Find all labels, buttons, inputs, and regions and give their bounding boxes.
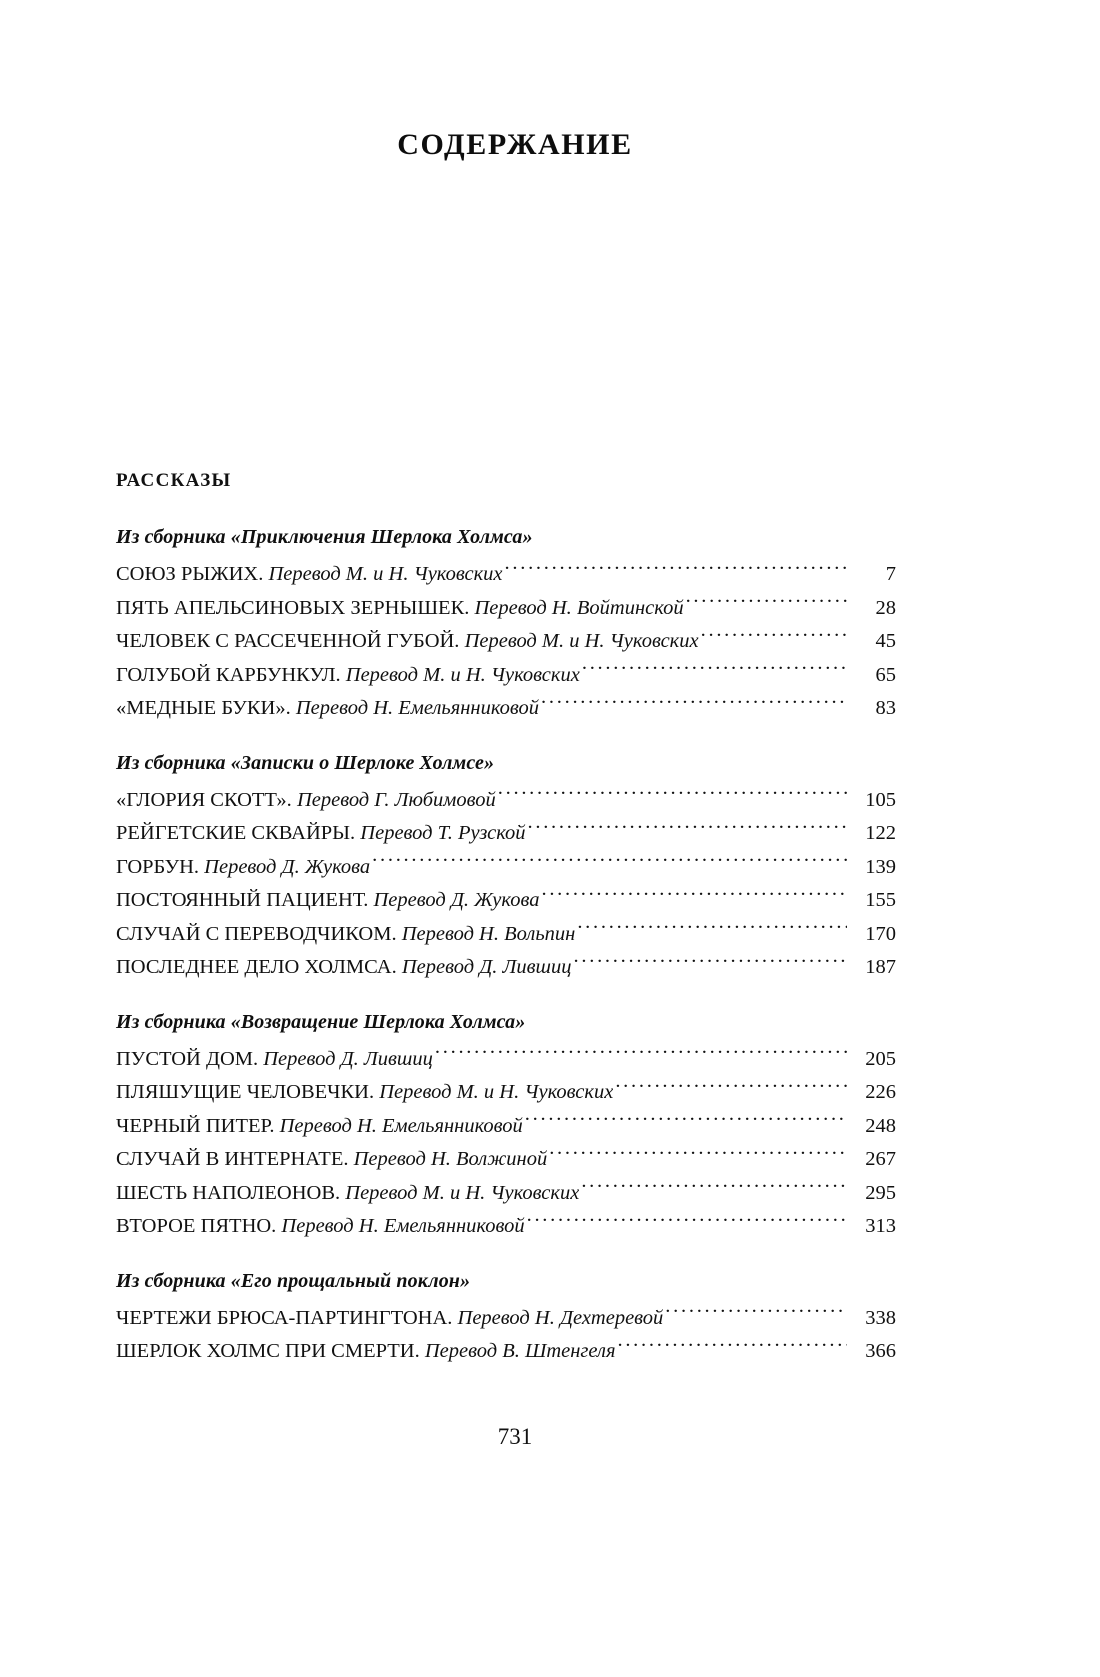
toc-entry[interactable] (116, 1335, 896, 1369)
page-folio: 731 (497, 1424, 533, 1449)
toc-entry-page-number: 226 (865, 1081, 896, 1103)
toc-group (116, 1011, 896, 1244)
toc-entry-translator: Перевод Н. Вольпин (401, 922, 576, 945)
toc-entry-text (116, 558, 503, 592)
toc-entry-translator: Перевод Н. Емельянниковой (295, 697, 540, 719)
toc-entry-translator: Перевод В. Штенгеля (424, 1340, 616, 1362)
toc-entry[interactable] (116, 851, 896, 885)
toc-entry-page-number: 313 (865, 1215, 896, 1237)
toc-entry[interactable] (116, 918, 896, 952)
toc-entry-translator: Перевод Н. Емельянниковой (281, 1215, 525, 1237)
toc-entry-page-number: 105 (865, 788, 896, 811)
toc-entry[interactable] (116, 659, 896, 693)
toc-entry-page-number: 122 (865, 822, 896, 844)
dot-leader (665, 1303, 847, 1324)
toc-entry-text (116, 1043, 433, 1077)
dot-leader (582, 660, 847, 681)
toc-group (116, 1270, 896, 1369)
toc-entry[interactable] (116, 1177, 896, 1211)
toc-group-heading: Из сборника «Его прощальный поклон» (116, 1269, 471, 1292)
toc-entry-text (116, 1076, 613, 1110)
toc-entry-title: ШЕРЛОК ХОЛМС ПРИ СМЕРТИ. (116, 1340, 420, 1362)
toc-entry[interactable] (116, 1076, 896, 1110)
toc-entry-title: ПОСТОЯННЫЙ ПАЦИЕНТ. (116, 889, 369, 911)
toc-entry-translator: Перевод Г. Любимовой (296, 788, 496, 811)
toc-entry[interactable] (116, 1043, 896, 1077)
dot-leader (541, 694, 847, 715)
toc-entry-page-number: 83 (875, 697, 896, 719)
toc-body (116, 470, 896, 1375)
toc-entry-page-number: 295 (865, 1181, 896, 1204)
toc-entry-text (116, 1177, 579, 1211)
toc-entry-page-number: 28 (875, 596, 896, 619)
toc-entry-title: СЛУЧАЙ В ИНТЕРНАТЕ. (116, 1148, 349, 1170)
toc-group (116, 526, 896, 726)
dot-leader (527, 1212, 847, 1233)
toc-entry[interactable] (116, 558, 896, 592)
toc-entry-page-number: 139 (865, 855, 896, 878)
toc-entry-translator: Перевод М. и Н. Чуковских (345, 663, 580, 686)
dot-leader (435, 1044, 847, 1065)
toc-entry[interactable] (116, 692, 896, 726)
toc-entry-title: РЕЙГЕТСКИЕ СКВАЙРЫ. (116, 822, 356, 844)
page-title: СОДЕРЖАНИЕ (397, 128, 633, 161)
dot-leader (617, 1337, 847, 1358)
toc-entry[interactable] (116, 1302, 896, 1336)
toc-entry-translator: Перевод Н. Войтинской (474, 596, 684, 619)
toc-entry-title: ПЯТЬ АПЕЛЬСИНОВЫХ ЗЕРНЫШЕК. (116, 596, 470, 619)
dot-leader (498, 785, 847, 806)
toc-entry-text (116, 625, 699, 659)
toc-entry-text (116, 1110, 523, 1144)
toc-entry-translator: Перевод М. и Н. Чуковских (268, 563, 503, 585)
toc-entry-text (116, 592, 684, 626)
part-heading: РАССКАЗЫ (116, 470, 232, 491)
toc-entry-title: ПОСЛЕДНЕЕ ДЕЛО ХОЛМСА. (116, 956, 397, 978)
toc-entry-page-number: 338 (865, 1306, 896, 1329)
toc-entry-page-number: 155 (865, 889, 896, 911)
toc-entry[interactable] (116, 1110, 896, 1144)
toc-entry[interactable] (116, 592, 896, 626)
toc-entry-text (116, 918, 575, 952)
toc-entry-translator: Перевод Н. Волжиной (353, 1148, 548, 1170)
dot-leader (615, 1078, 847, 1099)
dot-leader (528, 819, 848, 840)
toc-entry-title: СЛУЧАЙ С ПЕРЕВОДЧИКОМ. (116, 922, 397, 945)
toc-entry-text (116, 1302, 663, 1336)
toc-entry-page-number: 366 (865, 1340, 896, 1362)
toc-entry-translator: Перевод Д. Лившиц (401, 956, 572, 978)
toc-entry-title: ЧЕЛОВЕК С РАССЕЧЕННОЙ ГУБОЙ. (116, 630, 460, 652)
toc-entry-text (116, 784, 496, 818)
toc-entry[interactable] (116, 625, 896, 659)
toc-entry-text (116, 1143, 547, 1177)
toc-entry-translator: Перевод Т. Рузской (360, 822, 526, 844)
toc-entry-text (116, 851, 370, 885)
toc-entry-title: ПУСТОЙ ДОМ. (116, 1047, 259, 1070)
dot-leader (577, 919, 847, 940)
dot-leader (701, 627, 847, 648)
toc-entry-text (116, 1210, 525, 1244)
toc-entry-text (116, 884, 539, 918)
dot-leader (541, 886, 847, 907)
toc-entry-title: ГОРБУН. (116, 855, 200, 878)
dot-leader (549, 1145, 847, 1166)
toc-entry-title: ВТОРОЕ ПЯТНО. (116, 1215, 277, 1237)
toc-entry-translator: Перевод Д. Лившиц (263, 1047, 433, 1070)
toc-entry-title: ШЕСТЬ НАПОЛЕОНОВ. (116, 1181, 341, 1204)
toc-entry-title: «МЕДНЫЕ БУКИ». (116, 697, 291, 719)
toc-entry-translator: Перевод Н. Емельянниковой (279, 1114, 523, 1137)
toc-groups (116, 526, 896, 1369)
toc-entry-page-number: 205 (865, 1047, 896, 1070)
toc-entry-title: СОЮЗ РЫЖИХ. (116, 563, 264, 585)
toc-group-heading: Из сборника «Возвращение Шерлока Холмса» (116, 1010, 526, 1033)
toc-entry[interactable] (116, 884, 896, 918)
toc-entry-title: ПЛЯШУЩИЕ ЧЕЛОВЕЧКИ. (116, 1081, 375, 1103)
toc-entry-translator: Перевод Д. Жукова (373, 889, 540, 911)
toc-entry[interactable] (116, 951, 896, 985)
toc-entry-page-number: 65 (875, 663, 896, 686)
toc-entry-text (116, 659, 580, 693)
toc-entry-page-number: 267 (865, 1148, 896, 1170)
toc-entry-translator: Перевод Д. Жукова (204, 855, 371, 878)
toc-entry-page-number: 248 (865, 1114, 896, 1137)
dot-leader (525, 1111, 847, 1132)
toc-entry-translator: Перевод М. и Н. Чуковских (345, 1181, 580, 1204)
toc-entry-page-number: 45 (875, 630, 896, 652)
toc-group-heading: Из сборника «Записки о Шерлоке Холмсе» (116, 751, 495, 774)
toc-entry[interactable] (116, 1210, 896, 1244)
toc-entry[interactable] (116, 817, 896, 851)
toc-group (116, 752, 896, 985)
toc-entry[interactable] (116, 784, 896, 818)
toc-entry-text (116, 1335, 615, 1369)
toc-entry-title: ЧЕРНЫЙ ПИТЕР. (116, 1114, 275, 1137)
toc-entry-page-number: 7 (885, 563, 896, 585)
toc-entry-translator: Перевод М. и Н. Чуковских (379, 1081, 614, 1103)
toc-entry-translator: Перевод Н. Дехтеревой (457, 1306, 664, 1329)
toc-entry[interactable] (116, 1143, 896, 1177)
dot-leader (686, 593, 847, 614)
toc-entry-title: ГОЛУБОЙ КАРБУНКУЛ. (116, 663, 341, 686)
toc-entry-page-number: 170 (865, 922, 896, 945)
dot-leader (574, 953, 847, 974)
toc-entry-text (116, 951, 572, 985)
toc-group-heading: Из сборника «Приключения Шерлока Холмса» (116, 526, 533, 548)
toc-entry-page-number: 187 (865, 956, 896, 978)
toc-entry-text (116, 692, 539, 726)
dot-leader (505, 560, 847, 581)
toc-entry-title: «ГЛОРИЯ СКОТТ». (116, 788, 292, 811)
toc-entry-text (116, 817, 526, 851)
dot-leader (372, 852, 847, 873)
toc-entry-translator: Перевод М. и Н. Чуковских (464, 630, 699, 652)
dot-leader (581, 1178, 847, 1199)
toc-entry-title: ЧЕРТЕЖИ БРЮСА-ПАРТИНГТОНА. (116, 1306, 453, 1329)
